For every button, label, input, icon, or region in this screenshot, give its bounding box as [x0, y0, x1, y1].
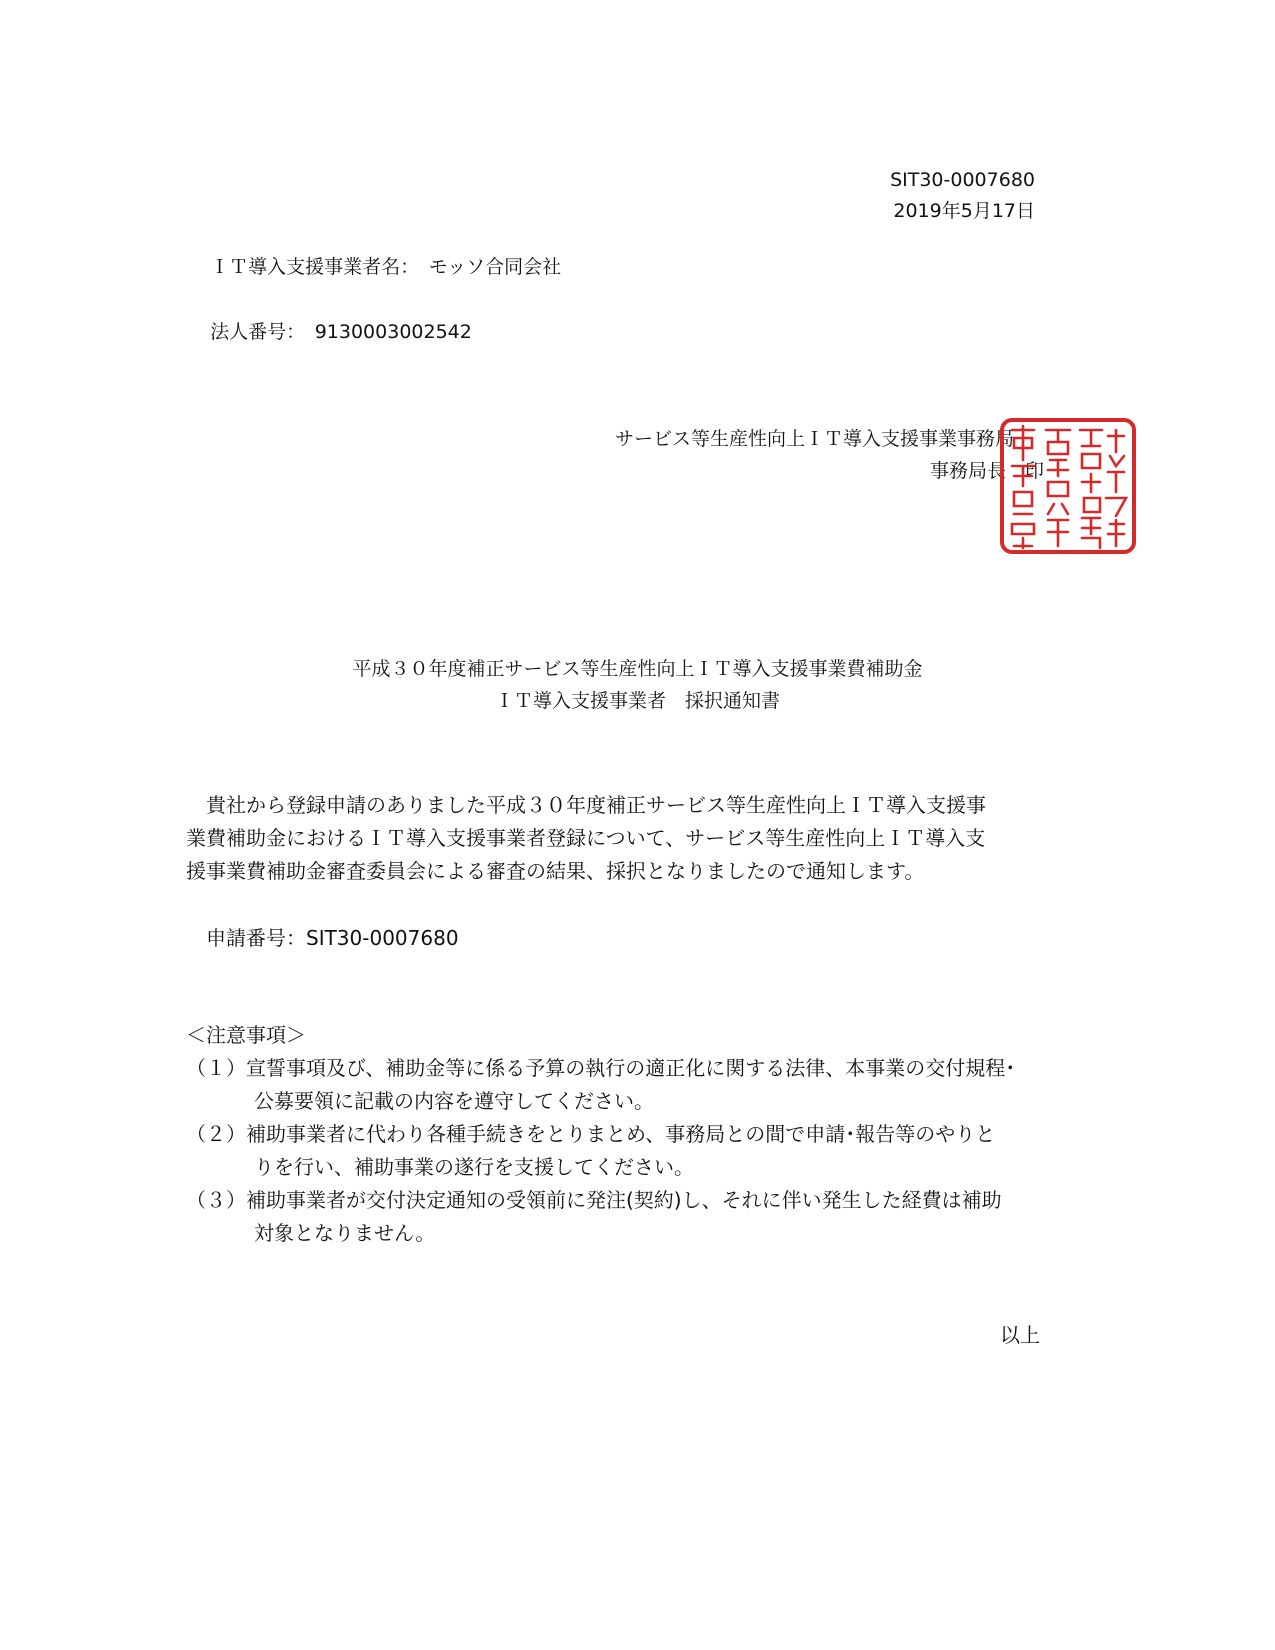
title-line-1: 平成３０年度補正サービス等生産性向上ＩＴ導入支援事業費補助金: [352, 658, 923, 680]
paragraph-line: 業費補助金におけるＩＴ導入支援事業者登録について、サービス等生産性向上ＩＴ導入支: [186, 826, 986, 850]
official-seal-stamp: [998, 416, 1138, 556]
closing-mark: 以上: [1000, 1323, 1040, 1347]
note-item-2: （２）補助事業者に代わり各種手続きをとりまとめ、事務局との間で申請･報告等のやりと: [186, 1122, 996, 1146]
note-item-3-continued: 対象となりません。: [254, 1221, 436, 1245]
vendor-name: モッソ合同会社: [428, 256, 562, 278]
title-line-2: ＩＴ導入支援事業者 採択通知書: [494, 690, 780, 712]
issue-date: 2019年5月17日: [893, 200, 1035, 222]
document-number: SIT30-0007680: [890, 169, 1035, 191]
issuer-office: サービス等生産性向上ＩＴ導入支援事業事務局: [615, 428, 1015, 450]
notes-heading: ＜注意事項＞: [186, 1023, 306, 1047]
paragraph-line: 援事業費補助金審査委員会による審査の結果、採択となりましたので通知します。: [186, 859, 925, 883]
paragraph-line: 貴社から登録申請のありました平成３０年度補正サービス等生産性向上ＩＴ導入支援事: [186, 793, 986, 817]
corporate-number-line: [186, 296, 472, 368]
notice-paragraph: [186, 789, 1066, 888]
note-item-3: （３）補助事業者が交付決定通知の受領前に発注(契約)し、それに伴い発生した経費は補助: [186, 1188, 1002, 1212]
vendor-label: ＩＴ導入支援事業者名：: [210, 256, 410, 278]
vendor-line: [186, 231, 561, 303]
notes-section: [186, 1019, 1015, 1250]
corporate-number: 9130003002542: [314, 321, 472, 343]
note-item-1-continued: 公募要領に記載の内容を遵守してください。: [254, 1089, 654, 1113]
issuer-head: 事務局長 印: [930, 460, 1045, 482]
corporate-number-label: 法人番号：: [210, 321, 296, 343]
note-item-2-continued: りを行い、補助事業の遂行を支援してください。: [254, 1155, 694, 1179]
application-number: 申請番号：SIT30-0007680: [186, 926, 459, 950]
note-item-1: （１）宣誓事項及び、補助金等に係る予算の執行の適正化に関する法律、本事業の交付規程･: [186, 1056, 1016, 1080]
